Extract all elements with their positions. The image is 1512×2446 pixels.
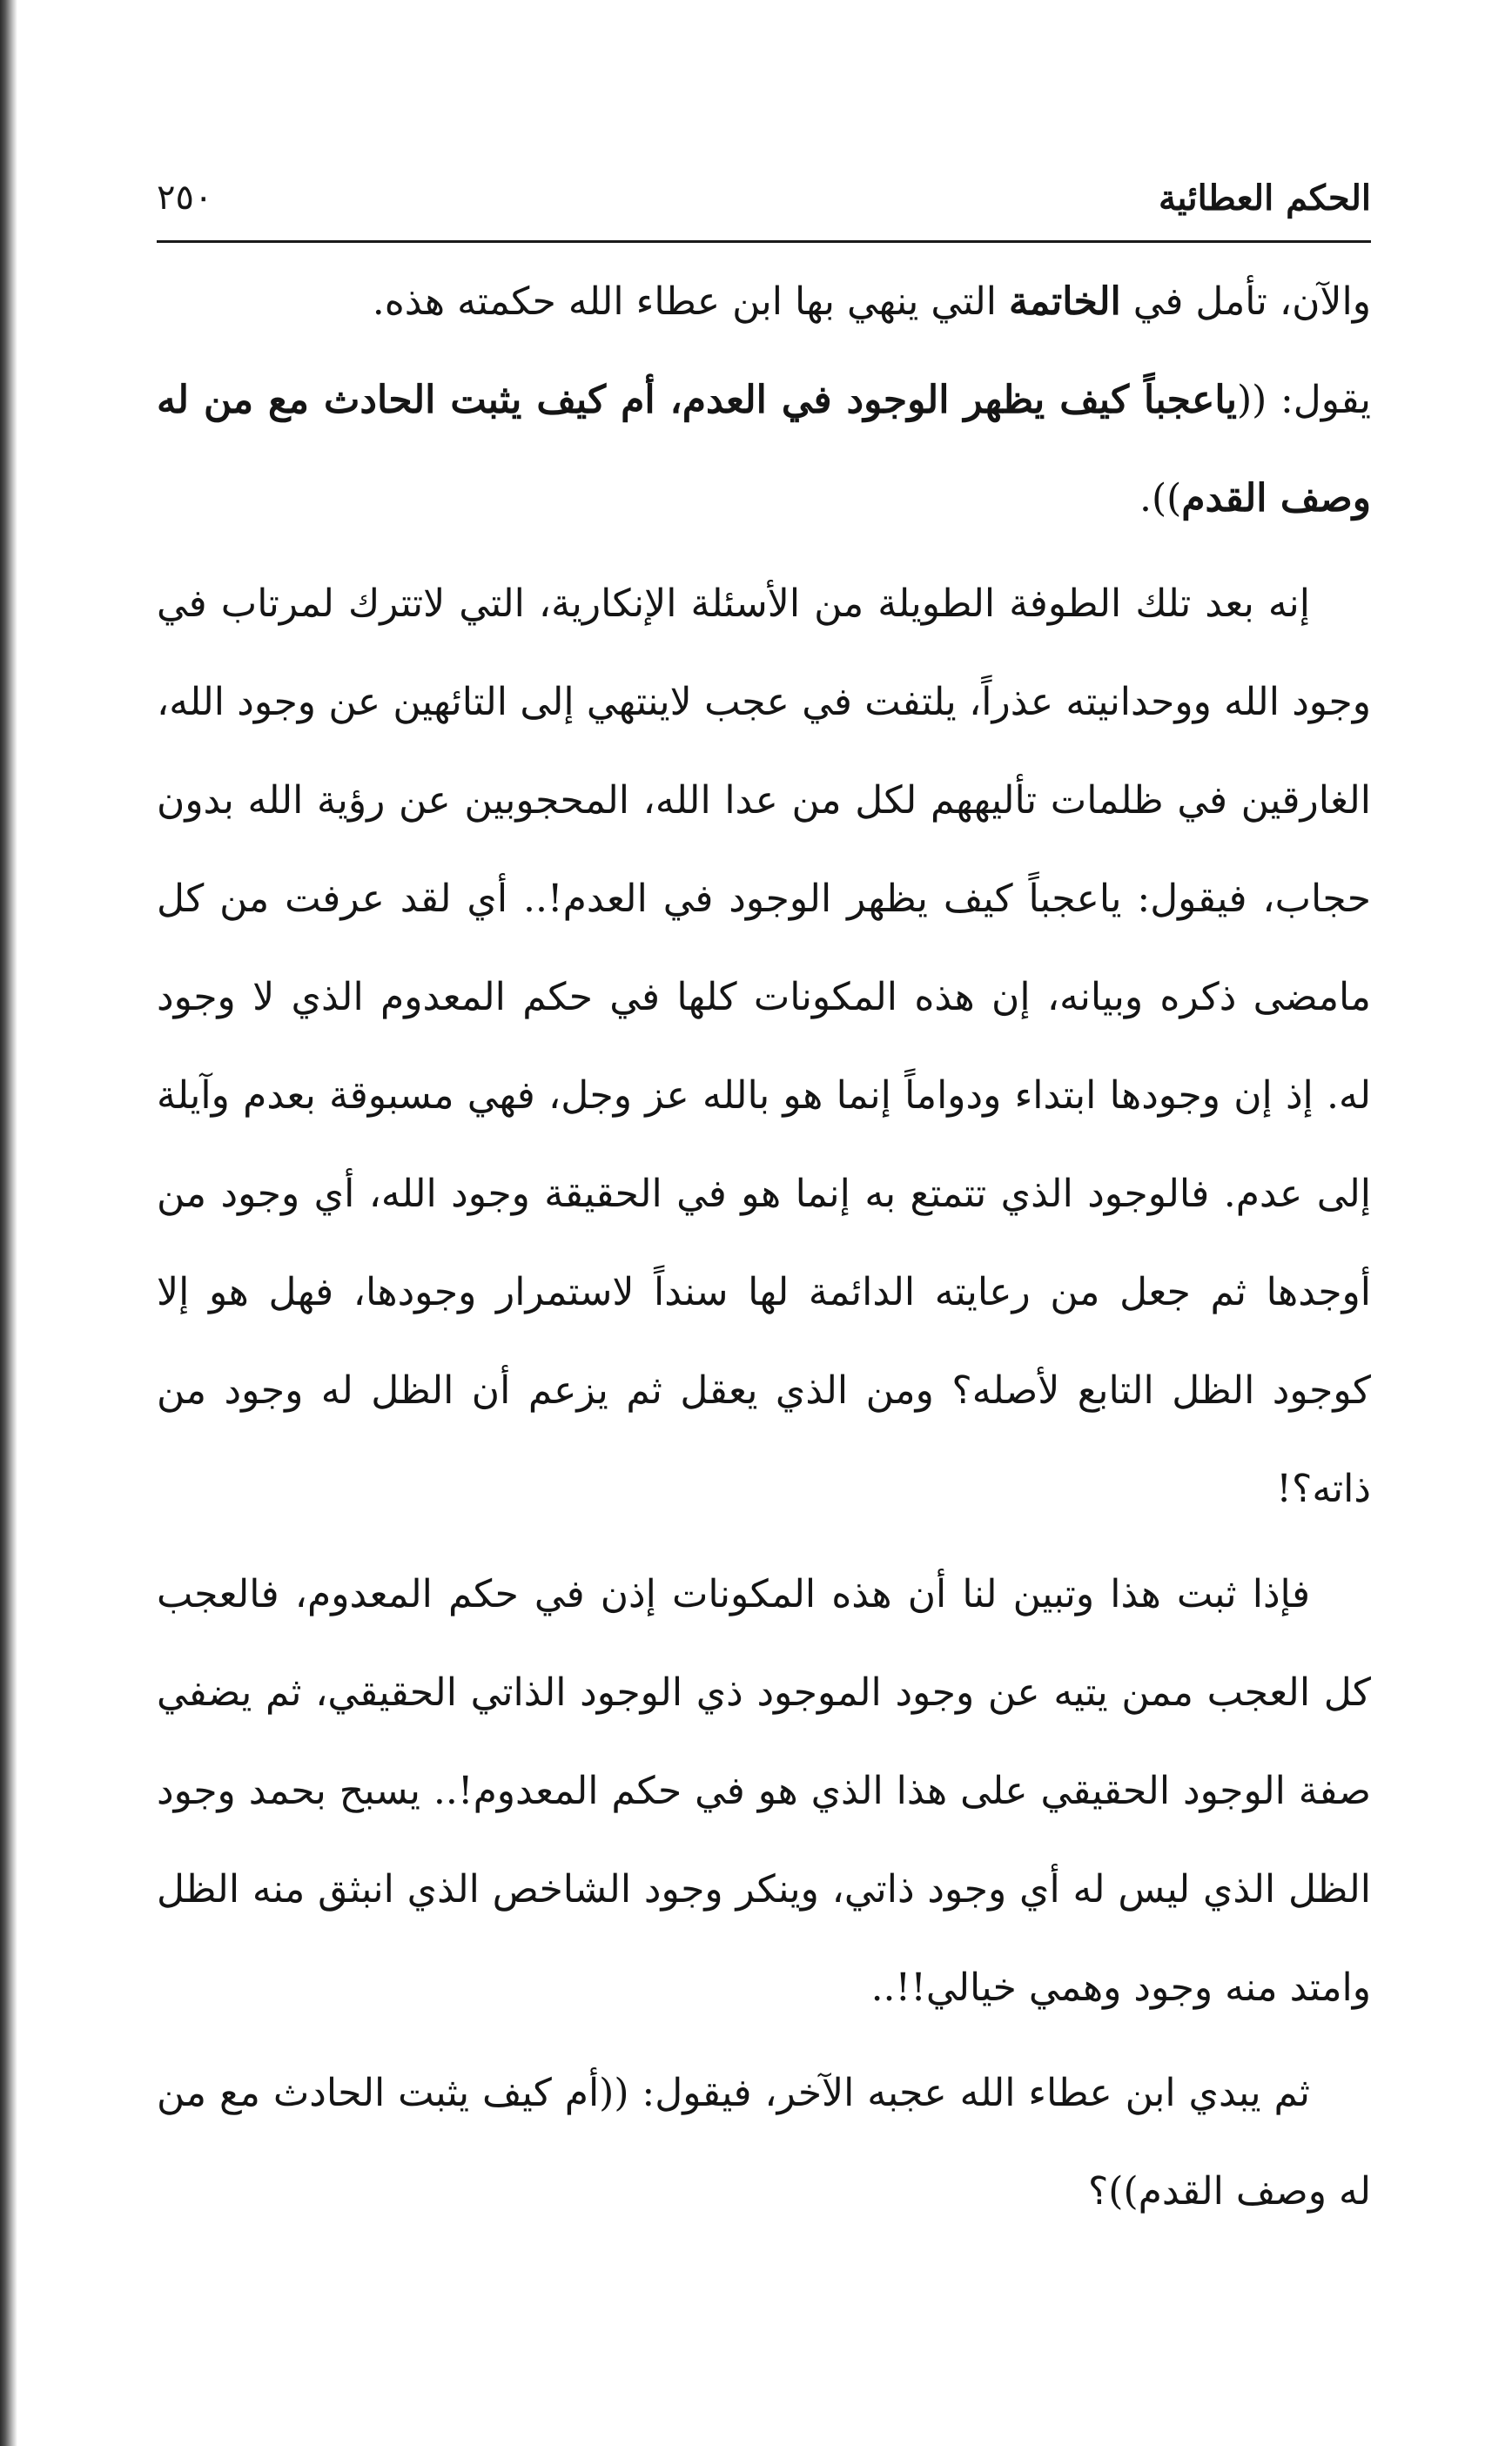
- running-header: [157, 165, 1371, 244]
- paragraph-intro-bold: الخاتمة: [1008, 279, 1121, 324]
- paragraph-intro-text: والآن، تأمل في: [1120, 279, 1371, 324]
- paragraph-quote-close: )).: [1139, 476, 1182, 521]
- paragraph-conclusion: [157, 1545, 1371, 2037]
- header-title: الحكم العطائية: [1158, 178, 1371, 218]
- paragraph-explanation-text: إنه بعد تلك الطوفة الطويلة من الأسئلة الإنكارية، التي لاتترك لمرتاب في وجود الله ووحدانيته عذراً، يلتفت في عجب لاينتهي إلى التائهين عن وجود الله، الغارقين في ظلمات تأليههم لكل من عدا الله، المحجوبين عن رؤية الله بدون حجاب، فيقول: ياعجباً كيف يظهر الوجود في العدم!.. أي لقد عرفت من كل مامضى ذكره وبيانه، إن هذه المكونات كلها في حكم المعدوم الذي لا وجود له. إذ إن وجودها ابتداء ودواماً إنما هو بالله عز وجل، فهي مسبوقة بعدم وآيلة إلى عدم. فالوجود الذي تتمتع به إنما هو في الحقيقة وجود الله، أي وجود من أوجدها ثم جعل من رعايته الدائمة لها سنداً لاستمرار وجودها، فهل هو إلا كوجود الظل التابع لأصله؟ ومن الذي يعقل ثم يزعم أن الظل له وجود من ذاته؟!: [157, 581, 1371, 1511]
- paragraph-quote-lead: يقول: ((: [1237, 378, 1371, 422]
- paragraph-intro: [157, 252, 1371, 351]
- paragraph-explanation: [157, 554, 1371, 1538]
- header-rule: [157, 240, 1371, 243]
- paragraph-quote: [157, 351, 1371, 548]
- paragraph-intro-text-end: التي ينهي بها ابن عطاء الله حكمته هذه.: [372, 279, 1009, 324]
- scan-spine-edge: [0, 0, 17, 2446]
- page-number: ٢٥٠: [157, 178, 213, 218]
- paragraph-final: [157, 2044, 1371, 2241]
- book-page: [157, 165, 1371, 2241]
- paragraph-final-text: ثم يبدي ابن عطاء الله عجبه الآخر، فيقول: ((أم كيف يثبت الحادث مع من له وصف القدم))؟: [157, 2071, 1371, 2214]
- paragraph-conclusion-text: فإذا ثبت هذا وتبين لنا أن هذه المكونات إذن في حكم المعدوم، فالعجب كل العجب ممن يتيه عن وجود الموجود ذي الوجود الذاتي الحقيقي، ثم يضفي صفة الوجود الحقيقي على هذا الذي هو في حكم المعدوم!.. يسبح بحمد وجود الظل الذي ليس له أي وجود ذاتي، وينكر وجود الشاخص الذي انبثق منه الظل وامتد منه وجود وهمي خيالي!!..: [157, 1572, 1371, 2010]
- paragraph-quote-bold: ياعجباً كيف يظهر الوجود في العدم، أم كيف يثبت الحادث مع من له وصف القدم: [157, 378, 1371, 521]
- body-text: [157, 252, 1371, 2241]
